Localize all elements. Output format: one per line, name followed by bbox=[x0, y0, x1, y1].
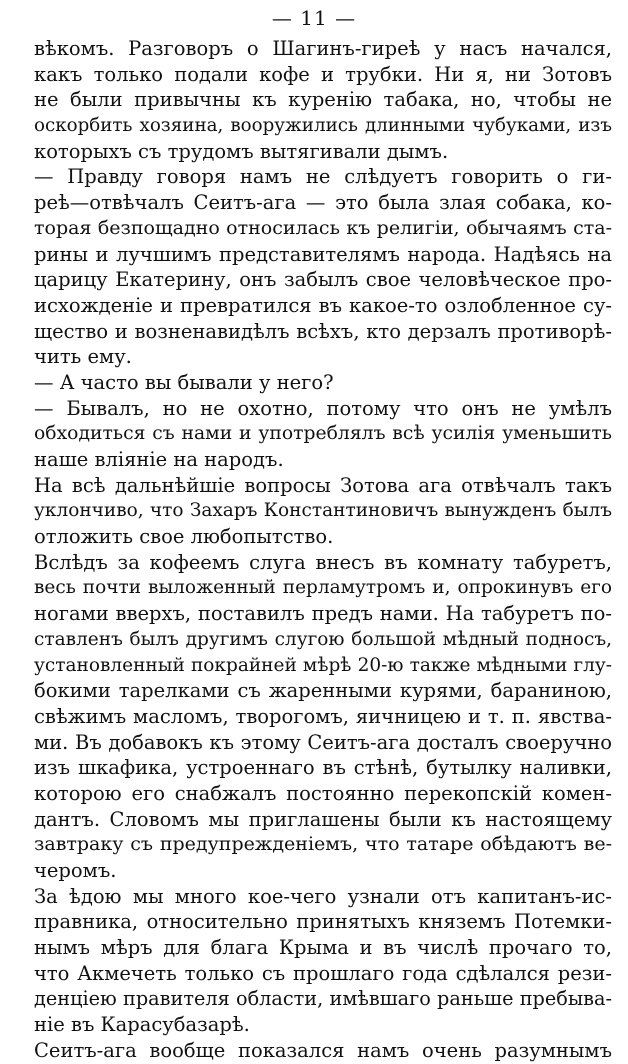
text-line: исхожденіе и превратился въ какое-то озлобленное су- bbox=[34, 293, 612, 317]
text-line: ставленъ былъ другимъ слугою большой мѣдный подносъ, bbox=[34, 628, 612, 650]
text-line: дантъ. Словомъ мы приглашены были къ настоящему bbox=[34, 807, 612, 831]
text-line: отложить свое любопытство. bbox=[34, 525, 334, 549]
text-line: ногами вверхъ, поставилъ предъ нами. На табуретъ по- bbox=[34, 602, 612, 626]
text-line: царицу Екатерину, онъ забылъ свое человѣческое про- bbox=[34, 268, 612, 292]
text-line: которою его снабжалъ постоянно перекопскій комен- bbox=[34, 781, 612, 805]
text-line: На всѣ дальнѣйшіе вопросы Зотова ага отвѣчалъ такъ bbox=[34, 473, 612, 497]
body-text bbox=[34, 36, 612, 1064]
text-line: торая безпощадно относилась къ религіи, обычаямъ ста- bbox=[34, 216, 612, 239]
text-line: реѣ—отвѣчалъ Сеитъ-ага — это была злая собака, ко- bbox=[34, 191, 612, 215]
text-line: изъ шкафика, устроеннаго въ стѣнѣ, бутылку наливки, bbox=[34, 756, 612, 780]
text-line: что Акмечеть только съ прошлаго года сдѣлался рези- bbox=[34, 961, 612, 985]
text-line: не были привычны къ куренію табака, но, чтобы не bbox=[34, 88, 612, 112]
text-line: денціею правителя области, имѣвшаго раньше пребыва- bbox=[34, 987, 612, 1011]
text-line: оскорбить хозяина, вооружились длинными чубуками, изъ bbox=[34, 115, 612, 137]
text-line: уклончиво, что Захаръ Константиновичъ вынужденъ былъ bbox=[34, 500, 612, 522]
text-line: нымъ мѣръ для блага Крыма и въ числѣ прочаго то, bbox=[34, 936, 612, 960]
text-line: правника, относительно принятыхъ княземъ Потемки- bbox=[34, 910, 612, 934]
page-number: — 11 — bbox=[271, 6, 357, 30]
text-line: За ѣдою мы много кое-чего узнали отъ капитанъ-ис- bbox=[34, 884, 612, 908]
text-line: которыхъ съ трудомъ вытягивали дымъ. bbox=[34, 139, 449, 163]
text-line: рины и лучшимъ представителямъ народа. Надѣясь на bbox=[34, 242, 612, 266]
text-line: чить ему. bbox=[34, 345, 132, 369]
text-line: наше вліяніе на народъ. bbox=[34, 448, 284, 471]
text-line: — А часто вы бывали у него? bbox=[34, 370, 334, 394]
text-line: какъ только подали кофе и трубки. Ни я, ни Зотовъ bbox=[34, 62, 612, 86]
text-line: весь почти выложенный перламутромъ и, опрокинувъ его bbox=[34, 577, 612, 599]
text-line: бокими тарелками съ жаренными курями, бараниною, bbox=[34, 679, 612, 703]
text-line: щество и возненавидѣлъ всѣхъ, кто дерзалъ противорѣ- bbox=[34, 319, 612, 343]
text-line: установленный покрайней мѣрѣ 20-ю также мѣдными глу- bbox=[34, 654, 612, 676]
text-line: ніе въ Карасубазарѣ. bbox=[34, 1013, 250, 1037]
text-line: — Правду говоря намъ не слѣдуетъ говорить о ги- bbox=[34, 165, 612, 189]
text-line: Вслѣдъ за кофеемъ слуга внесъ въ комнату табуретъ, bbox=[34, 550, 612, 574]
text-line: — Бывалъ, но не охотно, потому что онъ не умѣлъ bbox=[34, 396, 612, 420]
text-line: вѣкомъ. Разговоръ о Шагинъ-гиреѣ у насъ начался, bbox=[34, 37, 612, 60]
text-line: черомъ. bbox=[34, 859, 117, 882]
text-line: завтраку съ предупрежденіемъ, что татаре обѣдаютъ ве- bbox=[34, 833, 612, 856]
text-line: Сеитъ-ага вообще показался намъ очень разумнымъ bbox=[34, 1038, 612, 1062]
text-line: свѣжимъ масломъ, творогомъ, яичницею и т. п. явства- bbox=[34, 704, 612, 728]
text-line: ми. Въ добавокъ къ этому Сеитъ-ага досталъ своеручно bbox=[34, 730, 612, 754]
text-line: обходиться съ нами и употреблялъ всѣ усилія уменьшить bbox=[34, 423, 612, 445]
